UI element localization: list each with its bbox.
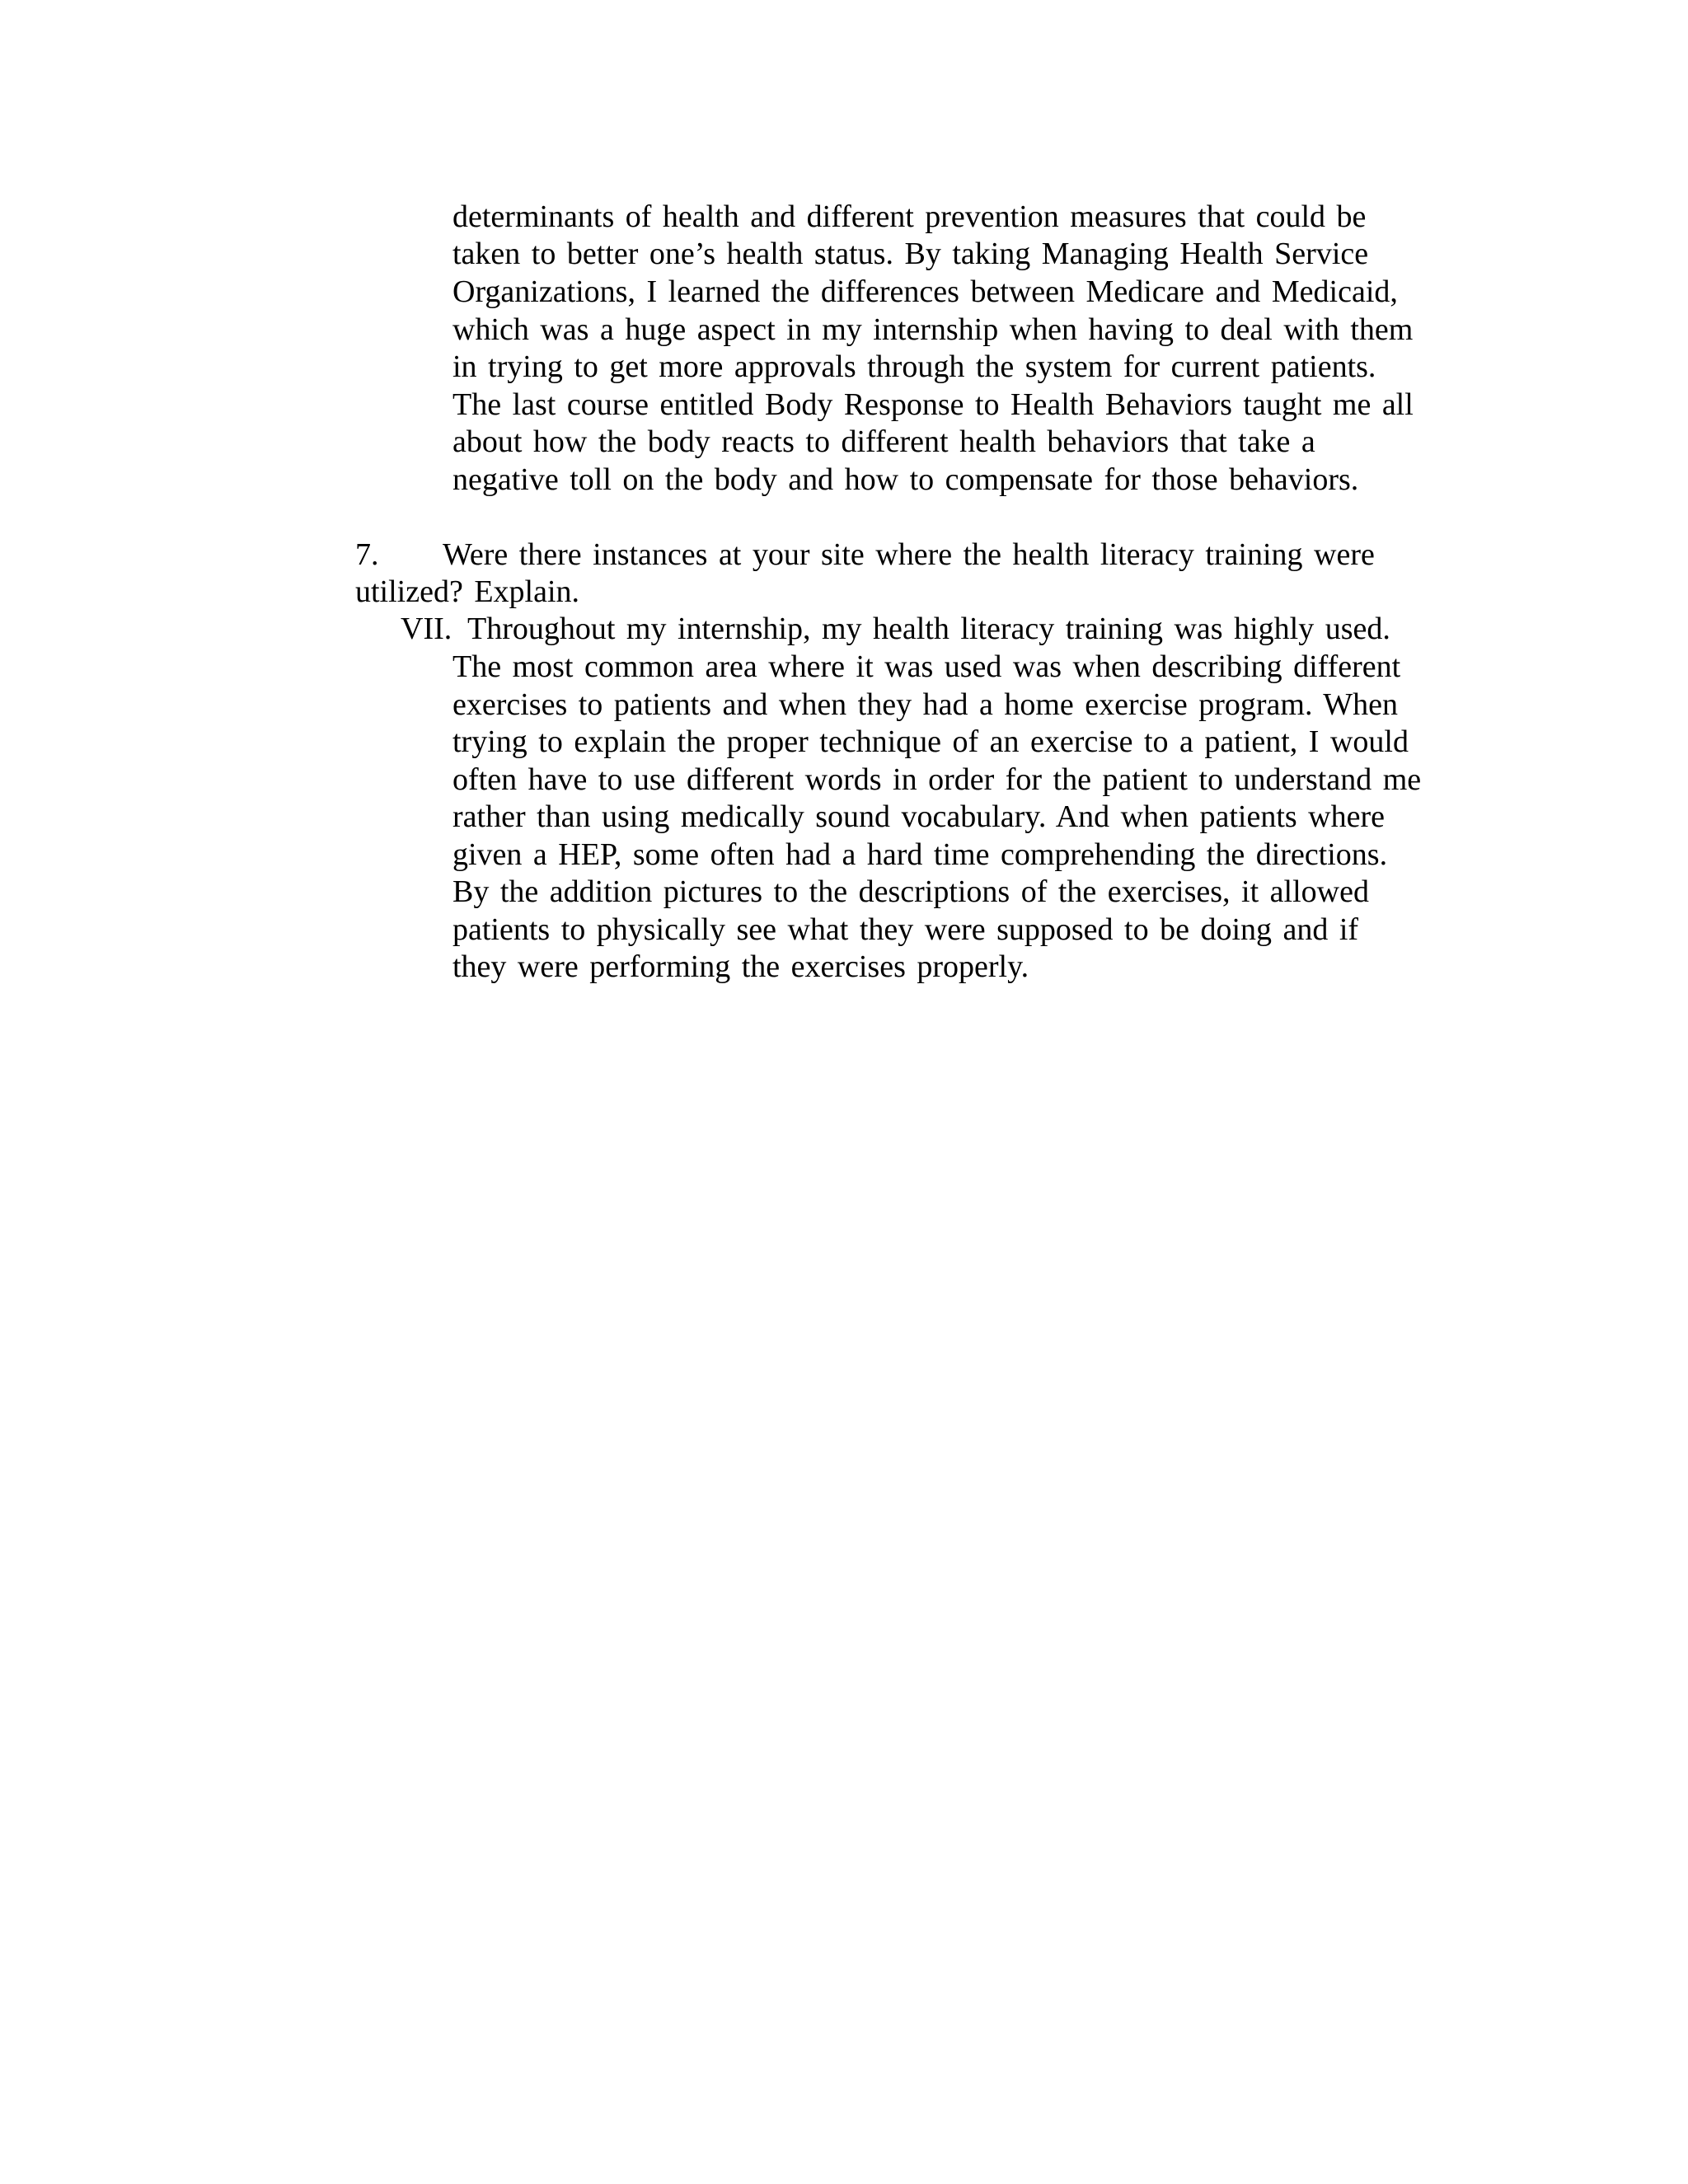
question-text: Were there instances at your site where the health literacy training were	[443, 537, 1375, 572]
answer-line: given a HEP, some often had a hard time comprehending the directions.	[452, 837, 1388, 872]
paragraph-line: about how the body reacts to different health behaviors that take a	[452, 424, 1315, 459]
paragraph-line: The last course entitled Body Response to Health Behaviors taught me all	[452, 387, 1414, 422]
paragraph-line: negative toll on the body and how to compensate for those behaviors.	[452, 462, 1359, 497]
answer-line: patients to physically see what they were supposed to be doing and if	[452, 912, 1359, 947]
paragraph-line: in trying to get more approvals through the system for current patients.	[452, 349, 1376, 384]
paragraph-line: Organizations, I learned the differences between Medicare and Medicaid,	[452, 274, 1398, 309]
answer-line: they were performing the exercises properly.	[452, 949, 1029, 984]
question-text-continued: utilized? Explain.	[355, 574, 580, 609]
answer-numeral: VII.	[401, 612, 452, 646]
answer-line: The most common area where it was used was when describing different	[452, 649, 1401, 684]
paragraph-line: which was a huge aspect in my internship when having to deal with them	[452, 312, 1414, 347]
answer-line: exercises to patients and when they had a home exercise program. When	[452, 687, 1399, 722]
answer-first-line: Throughout my internship, my health literacy training was highly used.	[467, 612, 1390, 646]
answer-line: By the addition pictures to the descriptions of the exercises, it allowed	[452, 874, 1369, 909]
answer-line: trying to explain the proper technique of an exercise to a patient, I would	[452, 724, 1409, 759]
answer-line: rather than using medically sound vocabulary. And when patients where	[452, 799, 1386, 834]
answer-line: often have to use different words in order for the patient to understand me	[452, 762, 1422, 797]
paragraph-line: taken to better one’s health status. By taking Managing Health Service	[452, 237, 1369, 271]
paragraph-line: determinants of health and different prevention measures that could be	[452, 199, 1367, 234]
question-number: 7.	[355, 537, 379, 572]
